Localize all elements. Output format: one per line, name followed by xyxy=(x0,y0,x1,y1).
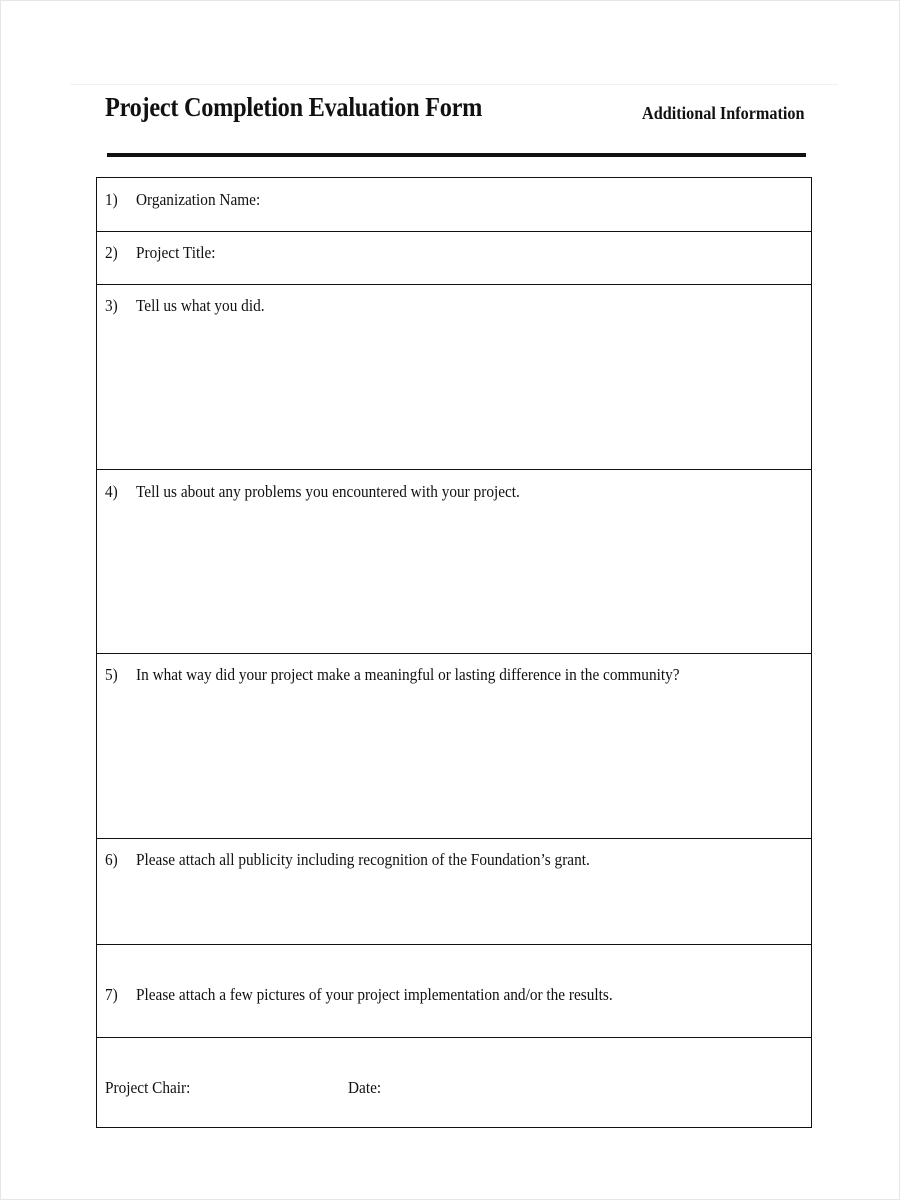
question-what-you-did: Tell us what you did. xyxy=(136,296,265,315)
form-row-3[interactable] xyxy=(97,285,811,470)
question-number: 2) xyxy=(105,243,118,262)
question-number: 3) xyxy=(105,296,118,315)
form-title: Project Completion Evaluation Form xyxy=(105,92,483,122)
title-underline xyxy=(107,153,806,157)
question-problems-encountered: Tell us about any problems you encountered with your project. xyxy=(136,482,520,501)
question-attach-pictures: Please attach a few pictures of your project implementation and/or the results. xyxy=(136,985,613,1004)
date-label: Date: xyxy=(348,1078,382,1097)
additional-information-label: Additional Information xyxy=(642,103,805,123)
question-number: 4) xyxy=(105,482,118,501)
question-organization-name: Organization Name: xyxy=(136,190,261,209)
signature-row[interactable] xyxy=(97,1038,811,1127)
question-attach-publicity: Please attach all publicity including recognition of the Foundation’s grant. xyxy=(136,850,590,869)
project-chair-label: Project Chair: xyxy=(105,1078,191,1097)
form-row-7[interactable] xyxy=(97,945,811,1038)
form-row-5[interactable] xyxy=(97,654,811,839)
top-rule xyxy=(70,84,838,85)
question-community-difference: In what way did your project make a meaningful or lasting difference in the community? xyxy=(136,665,680,684)
question-project-title: Project Title: xyxy=(136,243,216,262)
form-row-4[interactable] xyxy=(97,470,811,654)
question-number: 6) xyxy=(105,850,118,869)
form-row-6[interactable] xyxy=(97,839,811,945)
question-number: 7) xyxy=(105,985,118,1004)
question-number: 1) xyxy=(105,190,118,209)
form-row-1[interactable] xyxy=(97,178,811,232)
form-table xyxy=(96,177,812,1128)
form-row-2[interactable] xyxy=(97,232,811,285)
question-number: 5) xyxy=(105,665,118,684)
